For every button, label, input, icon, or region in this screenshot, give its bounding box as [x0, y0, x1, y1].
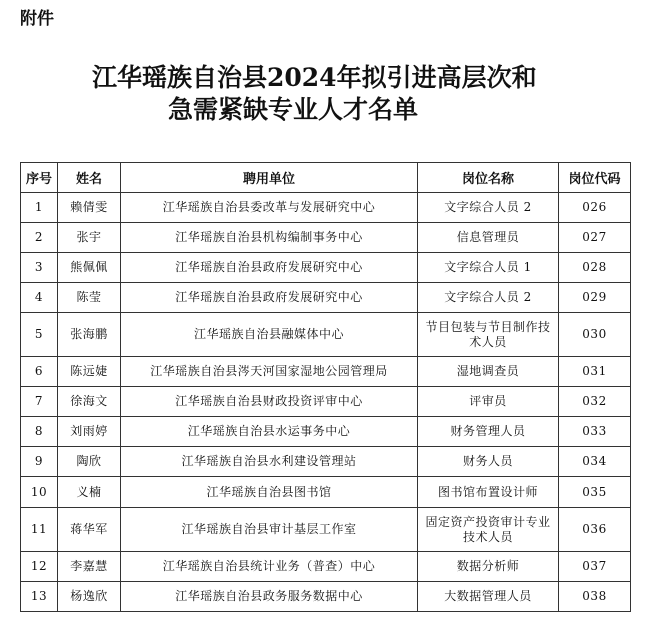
cell-unit: 江华瑶族自治县机构编制事务中心: [121, 223, 418, 253]
cell-position: 财务管理人员: [418, 417, 559, 447]
table-row: [21, 253, 631, 283]
cell-serial: 3: [21, 253, 58, 283]
cell-position: 节目包装与节目制作技术人员: [418, 313, 559, 357]
cell-position: 大数据管理人员: [418, 582, 559, 612]
cell-position: 固定资产投资审计专业技术人员: [418, 508, 559, 552]
header-name: 姓名: [58, 163, 121, 193]
table-header-row: [21, 163, 631, 193]
cell-code: 027: [559, 223, 631, 253]
table-row: [21, 357, 631, 387]
table-row: [21, 447, 631, 477]
cell-name: 张海鹏: [58, 313, 121, 357]
cell-position: 文字综合人员 2: [418, 193, 559, 223]
cell-code: 033: [559, 417, 631, 447]
title-line-1: 江华瑶族自治县2024年拟引进高层次和: [92, 63, 537, 92]
cell-position: 湿地调查员: [418, 357, 559, 387]
table-row: [21, 417, 631, 447]
cell-position: 财务人员: [418, 447, 559, 477]
cell-unit: 江华瑶族自治县政府发展研究中心: [121, 283, 418, 313]
document-title: [0, 62, 652, 126]
cell-serial: 7: [21, 387, 58, 417]
cell-unit: 江华瑶族自治县审计基层工作室: [121, 508, 418, 552]
cell-code: 032: [559, 387, 631, 417]
cell-position: 文字综合人员 2: [418, 283, 559, 313]
table-row: [21, 223, 631, 253]
cell-serial: 11: [21, 508, 58, 552]
cell-code: 030: [559, 313, 631, 357]
cell-position: 数据分析师: [418, 552, 559, 582]
table-row: [21, 582, 631, 612]
table-row: [21, 477, 631, 508]
table-row: [21, 387, 631, 417]
table-row: [21, 313, 631, 357]
table-row: [21, 283, 631, 313]
cell-name: 刘雨婷: [58, 417, 121, 447]
table-row: [21, 193, 631, 223]
table-row: [21, 552, 631, 582]
table-row: [21, 508, 631, 552]
cell-code: 028: [559, 253, 631, 283]
cell-code: 026: [559, 193, 631, 223]
cell-name: 义楠: [58, 477, 121, 508]
cell-code: 029: [559, 283, 631, 313]
header-unit: 聘用单位: [121, 163, 418, 193]
cell-serial: 9: [21, 447, 58, 477]
cell-unit: 江华瑶族自治县水利建设管理站: [121, 447, 418, 477]
cell-unit: 江华瑶族自治县水运事务中心: [121, 417, 418, 447]
cell-serial: 4: [21, 283, 58, 313]
cell-code: 038: [559, 582, 631, 612]
cell-position: 图书馆布置设计师: [418, 477, 559, 508]
cell-name: 徐海文: [58, 387, 121, 417]
cell-unit: 江华瑶族自治县财政投资评审中心: [121, 387, 418, 417]
cell-unit: 江华瑶族自治县统计业务（普查）中心: [121, 552, 418, 582]
cell-code: 036: [559, 508, 631, 552]
cell-code: 037: [559, 552, 631, 582]
cell-unit: 江华瑶族自治县政府发展研究中心: [121, 253, 418, 283]
attachment-label: 附件: [20, 9, 54, 29]
cell-position: 文字综合人员 1: [418, 253, 559, 283]
cell-name: 李嘉慧: [58, 552, 121, 582]
cell-serial: 10: [21, 477, 58, 508]
header-code: 岗位代码: [559, 163, 631, 193]
cell-name: 杨逸欣: [58, 582, 121, 612]
cell-serial: 12: [21, 552, 58, 582]
cell-code: 035: [559, 477, 631, 508]
cell-unit: 江华瑶族自治县委改革与发展研究中心: [121, 193, 418, 223]
cell-code: 034: [559, 447, 631, 477]
cell-unit: 江华瑶族自治县涔天河国家湿地公园管理局: [121, 357, 418, 387]
header-position: 岗位名称: [418, 163, 559, 193]
cell-name: 赖倩雯: [58, 193, 121, 223]
cell-unit: 江华瑶族自治县融媒体中心: [121, 313, 418, 357]
cell-name: 张宇: [58, 223, 121, 253]
cell-position: 信息管理员: [418, 223, 559, 253]
title-line-2: 急需紧缺专业人才名单: [168, 95, 419, 124]
header-serial: 序号: [21, 163, 58, 193]
cell-name: 陈莹: [58, 283, 121, 313]
cell-name: 陈远婕: [58, 357, 121, 387]
cell-serial: 13: [21, 582, 58, 612]
talent-roster-table: [20, 162, 631, 612]
cell-name: 陶欣: [58, 447, 121, 477]
cell-serial: 1: [21, 193, 58, 223]
cell-code: 031: [559, 357, 631, 387]
cell-name: 熊佩佩: [58, 253, 121, 283]
cell-unit: 江华瑶族自治县图书馆: [121, 477, 418, 508]
cell-serial: 5: [21, 313, 58, 357]
cell-serial: 2: [21, 223, 58, 253]
cell-unit: 江华瑶族自治县政务服务数据中心: [121, 582, 418, 612]
cell-serial: 6: [21, 357, 58, 387]
cell-serial: 8: [21, 417, 58, 447]
cell-name: 蒋华军: [58, 508, 121, 552]
cell-position: 评审员: [418, 387, 559, 417]
